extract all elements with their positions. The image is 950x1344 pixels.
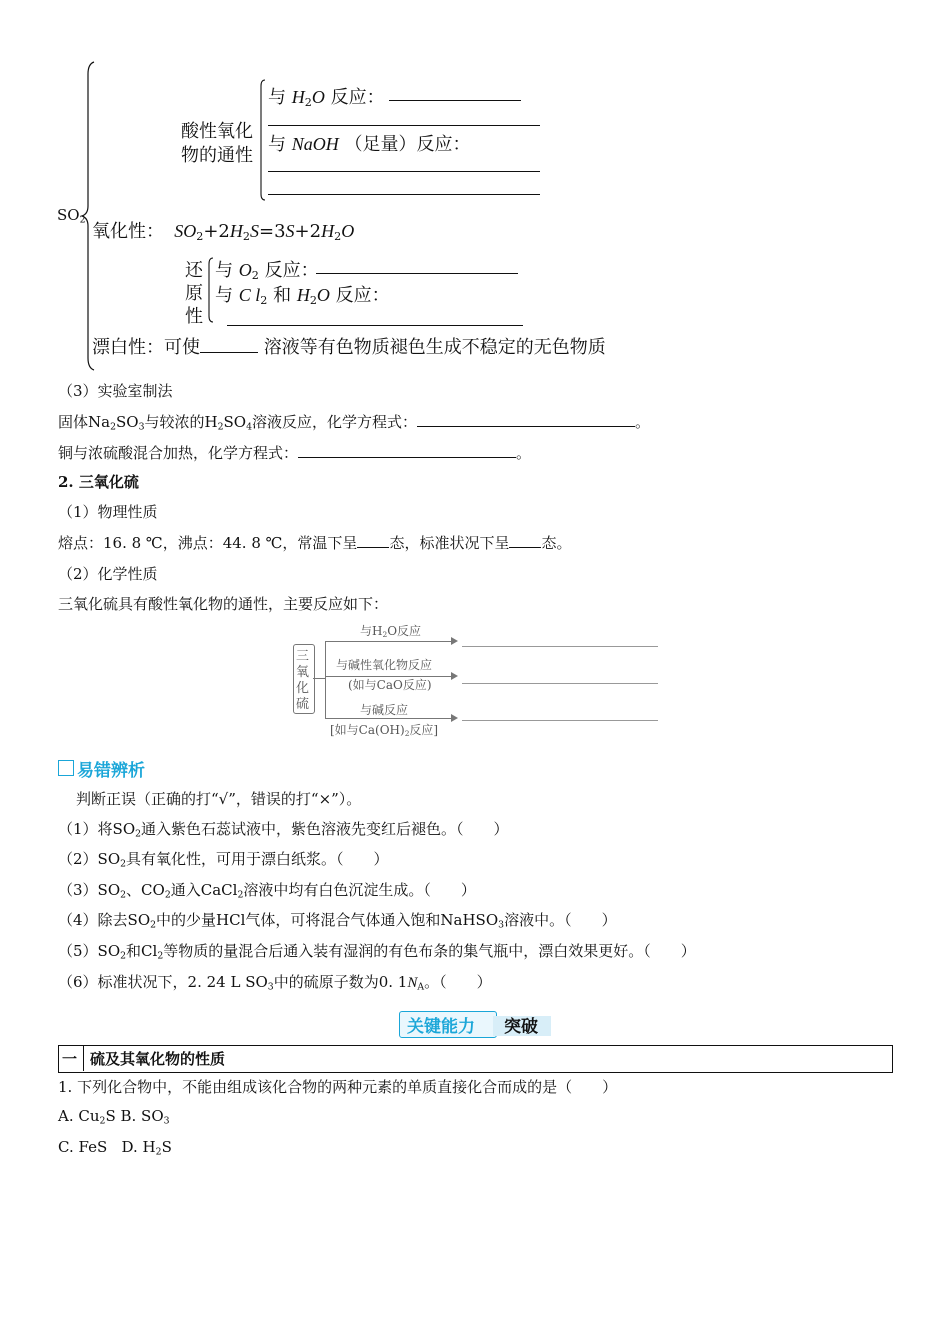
lab-prep-heading: （3）实验室制法: [58, 382, 173, 400]
branch1-blank[interactable]: [462, 646, 658, 647]
branch3-arrow-head: [451, 714, 458, 722]
error-analysis-intro: 判断正误（正确的打“√”，错误的打“×”）。: [76, 790, 362, 808]
branch3-arrow-line: [325, 718, 451, 719]
diagram-vertical: [325, 641, 326, 718]
bleaching-blank[interactable]: [200, 351, 258, 353]
stp-state-blank[interactable]: [509, 546, 541, 548]
h2o-reaction-label: 与 $H_2O$ 反应：: [268, 87, 385, 109]
cl2-h2o-reaction-label: 与 C $l_2$ 和 $H_2O$ 反应：: [215, 285, 390, 307]
error-item-2: $(2)SO_2$具有氧化性，可用于漂白纸浆。（ ）: [58, 850, 389, 870]
so3-box-char-1: 三: [296, 649, 310, 664]
so3-box-char-2: 氧: [296, 665, 310, 680]
so3-chemical-text: 三氧化硫具有酸性氧化物的通性，主要反应如下：: [58, 595, 389, 613]
lab-prep-line-2: 铜与浓硫酸混合加热，化学方程式： 。: [58, 444, 532, 462]
reducing-label-char-2: 原: [185, 283, 203, 304]
lab-prep-blank-1[interactable]: [417, 425, 635, 427]
so3-box-char-4: 硫: [296, 697, 310, 712]
branch1-arrow-line: [325, 641, 451, 642]
reducing-label-char-3: 性: [185, 306, 203, 327]
room-temp-state-blank[interactable]: [357, 546, 389, 548]
error-analysis-title: 易错辨析: [77, 761, 145, 781]
error-item-5: $(5)SO_2$和$Cl_2$等物质的量混合后通入装有湿润的有色布条的集气瓶中，漂白效果更好。（ ）: [58, 942, 696, 962]
section-one-divider: [83, 1045, 84, 1071]
so3-physical-text: 熔点：16. 8 ℃，沸点：44. 8 ℃，常温下呈 态，标准状况下呈 态。: [58, 534, 572, 552]
error-analysis-checkbox-icon: [58, 760, 74, 776]
branch3-label-line2: [如与$Ca(OH)_2$反应]: [330, 723, 439, 738]
diagram-stem: [313, 678, 325, 679]
error-item-4: （4）除去$SO_2$中的少量HCl气体，可将混合气体通入饱和NaHSO$_3$溶液中。（ ）: [58, 911, 617, 931]
h2o-reaction-blank-2[interactable]: [268, 125, 540, 126]
question1-options-ab: A. $Cu_2S$ B. $SO_3$: [58, 1107, 170, 1127]
lab-prep-blank-2[interactable]: [298, 456, 516, 458]
reducing-brace: [205, 256, 215, 324]
branch3-label-line1: 与碱反应: [360, 703, 409, 717]
naoh-reaction-label: 与 NaOH （足量）反应：: [268, 134, 471, 155]
section-one-title: 硫及其氧化物的性质: [90, 1050, 226, 1068]
question1-stem: 1. 下列化合物中，不能由组成该化合物的两种元素的单质直接化合而成的是（ ）: [58, 1078, 618, 1096]
error-item-1: （1）将$SO_2$通入紫色石蕊试液中，紫色溶液先变红后褪色。（ ）: [58, 820, 509, 840]
question1-options-cd: C. FeS D. $H_2S$: [58, 1138, 172, 1158]
branch1-label: 与$H_2O$反应: [360, 624, 422, 639]
key-ability-badge-text: 关键能力: [407, 1017, 475, 1037]
bleaching-line: 漂白性：可使 溶液等有色物质褪色生成不稳定的无色物质: [92, 337, 606, 358]
acidic-label-line1: 酸性氧化: [181, 121, 253, 142]
branch3-blank[interactable]: [462, 720, 658, 721]
naoh-reaction-blank-2[interactable]: [268, 194, 540, 195]
cl2-h2o-reaction-blank[interactable]: [227, 325, 523, 326]
branch1-arrow-head: [451, 637, 458, 645]
reducing-label-char-1: 还: [185, 260, 203, 281]
so3-chemical-heading: （2）化学性质: [58, 565, 158, 583]
o2-reaction-label: 与 $O_2$ 反应：: [215, 260, 319, 282]
naoh-reaction-blank-1[interactable]: [268, 171, 540, 172]
branch2-label-line2: (如与CaO反应): [348, 678, 432, 692]
acidic-brace: [257, 78, 267, 202]
h2o-reaction-blank[interactable]: [389, 100, 521, 101]
error-item-6: （6）标准状况下，2. 24 L $SO_3$中的硫原子数为0. $1N_A$。（ ）: [58, 973, 492, 993]
section-one-number: 一: [62, 1050, 78, 1068]
key-ability-suffix: 突破: [504, 1017, 538, 1037]
o2-reaction-blank[interactable]: [316, 273, 518, 274]
lab-prep-line-1: 固体$Na_2SO_3$与较浓的$H_2SO_4$溶液反应，化学方程式： 。: [58, 413, 651, 433]
so2-root-label: $SO_2$: [57, 206, 86, 226]
so3-box-char-3: 化: [296, 681, 310, 696]
branch2-label-line1: 与碱性氧化物反应: [336, 658, 433, 672]
acidic-label-line2: 物的通性: [181, 145, 253, 166]
so3-heading: 2. 三氧化硫: [58, 473, 139, 491]
branch2-blank[interactable]: [462, 683, 658, 684]
error-item-3: $(3)SO_2$、$CO_2$通入CaCl$_2$溶液中均有白色沉淀生成。（ ）: [58, 881, 476, 901]
branch2-arrow-head: [451, 672, 458, 680]
so3-physical-heading: （1）物理性质: [58, 503, 158, 521]
oxidizing-line: 氧化性： $SO_2+2H_2S=3S+2H_2O$: [92, 221, 355, 243]
